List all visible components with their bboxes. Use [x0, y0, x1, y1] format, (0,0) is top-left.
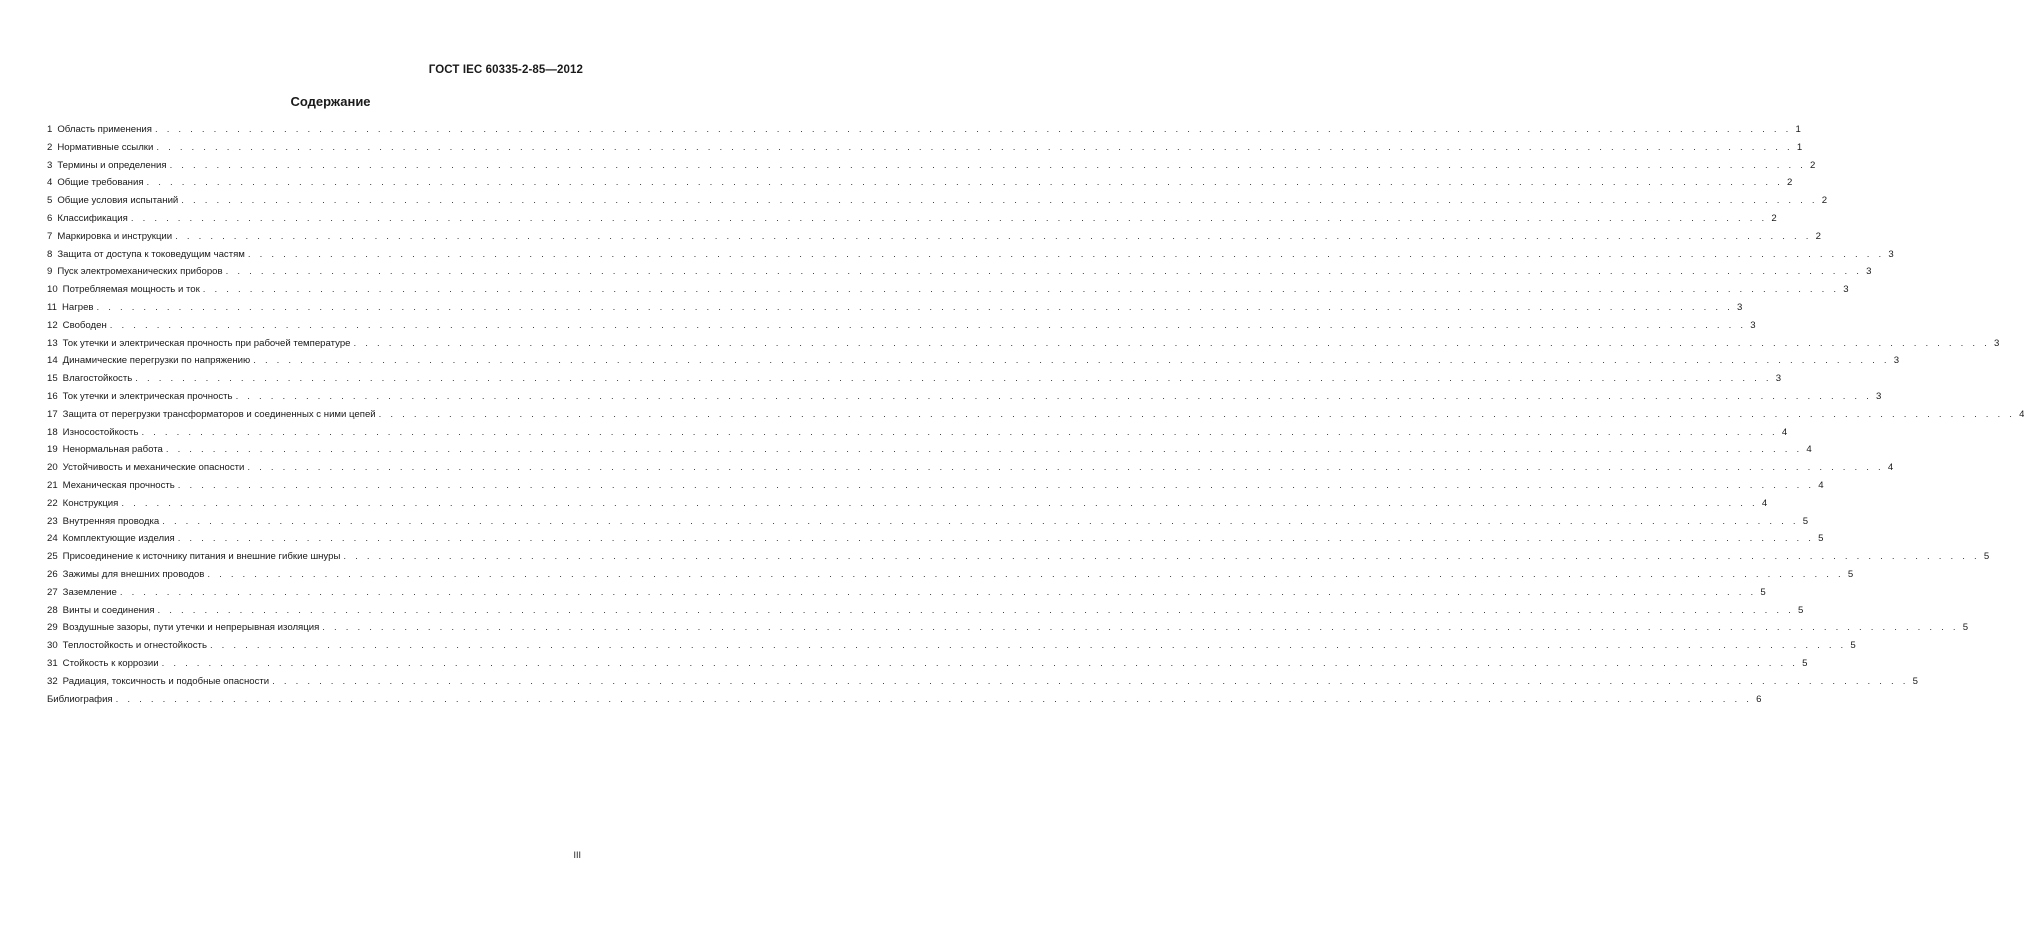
toc-entry-page: 4	[1887, 462, 1894, 474]
toc-entry[interactable]	[47, 637, 1856, 655]
toc-entry-page: 2	[1810, 159, 1816, 171]
toc-entry-page: 2	[1771, 212, 1777, 224]
toc-entry-page: 3	[1888, 248, 1894, 260]
toc-entry-title: Внутренняя проводка	[62, 515, 160, 527]
document-standard-header: ГОСТ IEC 60335-2-85—2012	[428, 64, 583, 76]
toc-entry-title: Износостойкость	[62, 426, 139, 438]
toc-entry-number: 14	[47, 355, 58, 367]
toc-entry[interactable]	[47, 530, 1824, 548]
toc-entry-number: 21	[47, 479, 58, 491]
toc-entry-page: 3	[1736, 301, 1743, 313]
toc-entry-page: 4	[1818, 479, 1824, 491]
toc-entry[interactable]	[47, 406, 2024, 424]
toc-entry-number: 20	[47, 462, 58, 474]
toc-entry[interactable]	[47, 299, 1743, 317]
toc-leader-dots: . . . . . . . . . . . . . . . . . . . . . . . . . . . . . . . . . . . . . . . . . . . . . . . . . . . . . . . . . . . . . . . . . . . . . . . . . . . . . . . . . . . . . . . . . . . . . . . . . . . . . . . . . . . . . . . . . . . . . . . . . . . . . . . . . . . . . . . . . . . .	[169, 159, 1807, 171]
toc-entry-number: 15	[47, 373, 58, 385]
toc-entry[interactable]	[47, 335, 2000, 353]
page-title: Содержание	[290, 94, 371, 109]
toc-leader-dots: . . . . . . . . . . . . . . . . . . . . . . . . . . . . . . . . . . . . . . . . . . . . . . . . . . . . . . . . . . . . . . . . . . . . . . . . . . . . . . . . . . . . . . . . . . . . . . . . . . . . . . . . . . . . . . . . . . . . . . . . . . . . . . . . . . . . . . . . . . . .	[247, 248, 1885, 260]
toc-leader-dots: . . . . . . . . . . . . . . . . . . . . . . . . . . . . . . . . . . . . . . . . . . . . . . . . . . . . . . . . . . . . . . . . . . . . . . . . . . . . . . . . . . . . . . . . . . . . . . . . . . . . . . . . . . . . . . . . . . . . . . . . . . . . . . . . . . . . . . . . . . . .	[157, 604, 1794, 616]
toc-entry-title: Библиография	[47, 693, 113, 705]
toc-entry-number: 30	[47, 640, 58, 652]
toc-entry[interactable]	[47, 424, 1788, 442]
toc-entry-page: 1	[1795, 124, 1801, 135]
toc-entry[interactable]	[47, 352, 1900, 370]
toc-entry-title: Защита от перегрузки трансформаторов и соединенных с ними цепей	[62, 408, 376, 420]
toc-entry[interactable]	[47, 263, 1872, 281]
toc-leader-dots: . . . . . . . . . . . . . . . . . . . . . . . . . . . . . . . . . . . . . . . . . . . . . . . . . . . . . . . . . . . . . . . . . . . . . . . . . . . . . . . . . . . . . . . . . . . . . . . . . . . . . . . . . . . . . . . . . . . . . . . . . . . . . . . . . . . . . . . . . . . .	[154, 124, 1792, 135]
toc-entry[interactable]	[47, 370, 1782, 388]
toc-entry[interactable]	[47, 619, 1969, 637]
toc-entry-page: 4	[1781, 426, 1788, 438]
toc-leader-dots: . . . . . . . . . . . . . . . . . . . . . . . . . . . . . . . . . . . . . . . . . . . . . . . . . . . . . . . . . . . . . . . . . . . . . . . . . . . . . . . . . . . . . . . . . . . . . . . . . . . . . . . . . . . . . . . . . . . . . . . . . . . . . . . . . . . . . . . . . . . .	[141, 426, 1778, 438]
toc-leader-dots: . . . . . . . . . . . . . . . . . . . . . . . . . . . . . . . . . . . . . . . . . . . . . . . . . . . . . . . . . . . . . . . . . . . . . . . . . . . . . . . . . . . . . . . . . . . . . . . . . . . . . . . . . . . . . . . . . . . . . . . . . . . . . . . . . . . . . . . . . . . .	[165, 444, 1803, 456]
toc-entry-title: Комплектующие изделия	[62, 533, 175, 545]
toc-entry-title: Радиация, токсичность и подобные опасности	[62, 675, 270, 687]
toc-entry[interactable]	[47, 317, 1756, 335]
toc-entry-page: 1	[1796, 141, 1803, 153]
toc-entry-title: Защита от доступа к токоведущим частям	[57, 248, 245, 260]
toc-leader-dots: . . . . . . . . . . . . . . . . . . . . . . . . . . . . . . . . . . . . . . . . . . . . . . . . . . . . . . . . . . . . . . . . . . . . . . . . . . . . . . . . . . . . . . . . . . . . . . . . . . . . . . . . . . . . . . . . . . . . . . . . . . . . . . . . . . . . . . . . . . . .	[156, 141, 1793, 153]
toc-entry-page: 4	[1806, 444, 1812, 456]
toc-entry-title: Нагрев	[61, 301, 94, 313]
toc-entry-title: Динамические перегрузки по напряжению	[62, 355, 251, 367]
toc-leader-dots: . . . . . . . . . . . . . . . . . . . . . . . . . . . . . . . . . . . . . . . . . . . . . . . . . . . . . . . . . . . . . . . . . . . . . . . . . . . . . . . . . . . . . . . . . . . . . . . . . . . . . . . . . . . . . . . . . . . . . . . . . . . . . . . . . . . . . . . . . . . .	[161, 657, 1799, 669]
toc-entry-title: Маркировка и инструкции	[57, 230, 173, 242]
toc-entry-number: 4	[47, 177, 53, 189]
toc-leader-dots: . . . . . . . . . . . . . . . . . . . . . . . . . . . . . . . . . . . . . . . . . . . . . . . . . . . . . . . . . . . . . . . . . . . . . . . . . . . . . . . . . . . . . . . . . . . . . . . . . . . . . . . . . . . . . . . . . . . . . . . . . . . . . . . . . . . . . . . . . . . .	[207, 568, 1844, 580]
toc-leader-dots: . . . . . . . . . . . . . . . . . . . . . . . . . . . . . . . . . . . . . . . . . . . . . . . . . . . . . . . . . . . . . . . . . . . . . . . . . . . . . . . . . . . . . . . . . . . . . . . . . . . . . . . . . . . . . . . . . . . . . . . . . . . . . . . . . . . . . . . . . . . .	[121, 497, 1758, 509]
toc-entry[interactable]	[47, 174, 1793, 192]
toc-leader-dots: . . . . . . . . . . . . . . . . . . . . . . . . . . . . . . . . . . . . . . . . . . . . . . . . . . . . . . . . . . . . . . . . . . . . . . . . . . . . . . . . . . . . . . . . . . . . . . . . . . . . . . . . . . . . . . . . . . . . . . . . . . . . . . . . . . . . . . . . . . . .	[177, 533, 1815, 545]
toc-entry-number: 17	[47, 408, 58, 420]
toc-leader-dots: . . . . . . . . . . . . . . . . . . . . . . . . . . . . . . . . . . . . . . . . . . . . . . . . . . . . . . . . . . . . . . . . . . . . . . . . . . . . . . . . . . . . . . . . . . . . . . . . . . . . . . . . . . . . . . . . . . . . . . . . . . . . . . . . . . . . . . . . . . . .	[353, 337, 1990, 349]
toc-entry-page: 5	[1962, 622, 1969, 634]
toc-entry-number: 1	[47, 124, 53, 135]
toc-entry-number: 3	[47, 159, 53, 171]
toc-entry[interactable]	[47, 691, 1762, 709]
toc-entry-number: 32	[47, 675, 58, 687]
toc-entry-number: 29	[47, 622, 58, 634]
toc-entry-title: Область применения	[57, 124, 152, 135]
toc-entry-number: 9	[47, 266, 53, 278]
toc-entry-page: 4	[1761, 497, 1768, 509]
toc-entry-page: 6	[1756, 693, 1762, 705]
toc-entry-title: Зажимы для внешних проводов	[62, 568, 205, 580]
toc-entry-page: 3	[1843, 284, 1849, 296]
toc-entry[interactable]	[47, 281, 1849, 299]
toc-entry-title: Присоединение к источнику питания и внешние гибкие шнуры	[62, 551, 341, 563]
toc-leader-dots: . . . . . . . . . . . . . . . . . . . . . . . . . . . . . . . . . . . . . . . . . . . . . . . . . . . . . . . . . . . . . . . . . . . . . . . . . . . . . . . . . . . . . . . . . . . . . . . . . . . . . . . . . . . . . . . . . . . . . . . . . . . . . . . . . . . . . . . . . . . .	[146, 177, 1783, 189]
toc-entry-page: 5	[1850, 640, 1856, 652]
toc-entry-page: 3	[1750, 319, 1756, 331]
toc-entry[interactable]	[47, 192, 1828, 210]
toc-entry[interactable]	[47, 459, 1894, 477]
toc-entry-title: Влагостойкость	[62, 373, 133, 385]
toc-entry-title: Нормативные ссылки	[57, 141, 154, 153]
toc-entry-page: 5	[1760, 586, 1766, 598]
toc-entry-page: 5	[1983, 551, 1990, 563]
toc-entry[interactable]	[47, 246, 1894, 264]
toc-entry[interactable]	[47, 548, 1990, 566]
toc-entry-title: Классификация	[57, 212, 128, 224]
toc-entry-title: Свободен	[62, 319, 107, 331]
toc-entry[interactable]	[47, 210, 1777, 228]
toc-entry-number: 5	[47, 195, 53, 207]
toc-entry-page: 4	[2019, 408, 2024, 420]
toc-entry[interactable]	[47, 566, 1854, 584]
toc-entry-title: Механическая прочность	[62, 479, 175, 491]
toc-entry-number: 23	[47, 515, 58, 527]
toc-entry-number: 12	[47, 319, 58, 331]
toc-leader-dots: . . . . . . . . . . . . . . . . . . . . . . . . . . . . . . . . . . . . . . . . . . . . . . . . . . . . . . . . . . . . . . . . . . . . . . . . . . . . . . . . . . . . . . . . . . . . . . . . . . . . . . . . . . . . . . . . . . . . . . . . . . . . . . . . . . . . . . . . . . . .	[253, 355, 1890, 367]
toc-entry-number: 27	[47, 586, 58, 598]
toc-entry-title: Ток утечки и электрическая прочность при рабочей температуре	[62, 337, 351, 349]
toc-entry-page: 5	[1912, 675, 1918, 687]
toc-leader-dots: . . . . . . . . . . . . . . . . . . . . . . . . . . . . . . . . . . . . . . . . . . . . . . . . . . . . . . . . . . . . . . . . . . . . . . . . . . . . . . . . . . . . . . . . . . . . . . . . . . . . . . . . . . . . . . . . . . . . . . . . . . . . . . . . . . . . . . . . . . . .	[209, 640, 1847, 652]
toc-entry[interactable]	[47, 121, 1801, 139]
toc-entry-page: 2	[1815, 230, 1821, 242]
toc-leader-dots: . . . . . . . . . . . . . . . . . . . . . . . . . . . . . . . . . . . . . . . . . . . . . . . . . . . . . . . . . . . . . . . . . . . . . . . . . . . . . . . . . . . . . . . . . . . . . . . . . . . . . . . . . . . . . . . . . . . . . . . . . . . . . . . . . . . . . . . . . . . .	[272, 675, 1909, 687]
toc-entry-title: Устойчивость и механические опасности	[62, 462, 245, 474]
toc-leader-dots: . . . . . . . . . . . . . . . . . . . . . . . . . . . . . . . . . . . . . . . . . . . . . . . . . . . . . . . . . . . . . . . . . . . . . . . . . . . . . . . . . . . . . . . . . . . . . . . . . . . . . . . . . . . . . . . . . . . . . . . . . . . . . . . . . . . . . . . . . . . .	[181, 195, 1818, 207]
toc-entry-page: 2	[1821, 195, 1828, 207]
toc-entry-number: 6	[47, 212, 53, 224]
toc-entry[interactable]	[47, 655, 1808, 673]
toc-leader-dots: . . . . . . . . . . . . . . . . . . . . . . . . . . . . . . . . . . . . . . . . . . . . . . . . . . . . . . . . . . . . . . . . . . . . . . . . . . . . . . . . . . . . . . . . . . . . . . . . . . . . . . . . . . . . . . . . . . . . . . . . . . . . . . . . . . . . . . . . . . . .	[109, 319, 1747, 331]
toc-entry[interactable]	[47, 495, 1768, 513]
toc-leader-dots: . . . . . . . . . . . . . . . . . . . . . . . . . . . . . . . . . . . . . . . . . . . . . . . . . . . . . . . . . . . . . . . . . . . . . . . . . . . . . . . . . . . . . . . . . . . . . . . . . . . . . . . . . . . . . . . . . . . . . . . . . . . . . . . . . . . . . . . . . . . .	[115, 693, 1753, 705]
toc-leader-dots: . . . . . . . . . . . . . . . . . . . . . . . . . . . . . . . . . . . . . . . . . . . . . . . . . . . . . . . . . . . . . . . . . . . . . . . . . . . . . . . . . . . . . . . . . . . . . . . . . . . . . . . . . . . . . . . . . . . . . . . . . . . . . . . . . . . . . . . . . . . .	[235, 390, 1873, 402]
toc-entry-number: 7	[47, 230, 53, 242]
toc-entry-number: 28	[47, 604, 58, 616]
table-of-contents	[47, 121, 2024, 708]
toc-leader-dots: . . . . . . . . . . . . . . . . . . . . . . . . . . . . . . . . . . . . . . . . . . . . . . . . . . . . . . . . . . . . . . . . . . . . . . . . . . . . . . . . . . . . . . . . . . . . . . . . . . . . . . . . . . . . . . . . . . . . . . . . . . . . . . . . . . . . . . . . . . . .	[175, 230, 1812, 242]
toc-entry-title: Заземление	[62, 586, 117, 598]
toc-entry-title: Общие условия испытаний	[57, 195, 179, 207]
toc-leader-dots: . . . . . . . . . . . . . . . . . . . . . . . . . . . . . . . . . . . . . . . . . . . . . . . . . . . . . . . . . . . . . . . . . . . . . . . . . . . . . . . . . . . . . . . . . . . . . . . . . . . . . . . . . . . . . . . . . . . . . . . . . . . . . . . . . . . . . . . . . . . .	[322, 622, 1959, 634]
toc-entry-page: 3	[1775, 373, 1782, 385]
toc-entry-page: 3	[1993, 337, 2000, 349]
toc-entry-number: 31	[47, 657, 58, 669]
toc-entry-page: 5	[1802, 515, 1809, 527]
toc-entry-number: 22	[47, 497, 58, 509]
toc-entry-number: 26	[47, 568, 58, 580]
toc-entry-title: Воздушные зазоры, пути утечки и непрерывная изоляция	[62, 622, 320, 634]
toc-entry-page: 5	[1847, 568, 1854, 580]
toc-leader-dots: . . . . . . . . . . . . . . . . . . . . . . . . . . . . . . . . . . . . . . . . . . . . . . . . . . . . . . . . . . . . . . . . . . . . . . . . . . . . . . . . . . . . . . . . . . . . . . . . . . . . . . . . . . . . . . . . . . . . . . . . . . . . . . . . . . . . . . . . . . . .	[378, 408, 2016, 420]
toc-entry-page: 3	[1876, 390, 1882, 402]
toc-entry-number: 19	[47, 444, 58, 456]
toc-leader-dots: . . . . . . . . . . . . . . . . . . . . . . . . . . . . . . . . . . . . . . . . . . . . . . . . . . . . . . . . . . . . . . . . . . . . . . . . . . . . . . . . . . . . . . . . . . . . . . . . . . . . . . . . . . . . . . . . . . . . . . . . . . . . . . . . . . . . . . . . . . . .	[162, 515, 1799, 527]
toc-leader-dots: . . . . . . . . . . . . . . . . . . . . . . . . . . . . . . . . . . . . . . . . . . . . . . . . . . . . . . . . . . . . . . . . . . . . . . . . . . . . . . . . . . . . . . . . . . . . . . . . . . . . . . . . . . . . . . . . . . . . . . . . . . . . . . . . . . . . . . . . . . . .	[177, 479, 1815, 491]
toc-entry-page: 5	[1802, 657, 1808, 669]
toc-entry-number: 25	[47, 551, 58, 563]
toc-entry-title: Общие требования	[57, 177, 144, 189]
toc-entry-title: Конструкция	[62, 497, 119, 509]
toc-leader-dots: . . . . . . . . . . . . . . . . . . . . . . . . . . . . . . . . . . . . . . . . . . . . . . . . . . . . . . . . . . . . . . . . . . . . . . . . . . . . . . . . . . . . . . . . . . . . . . . . . . . . . . . . . . . . . . . . . . . . . . . . . . . . . . . . . . . . . . . . . . . .	[119, 586, 1757, 598]
toc-entry-number: 13	[47, 337, 58, 349]
toc-entry-title: Пуск электромеханических приборов	[57, 266, 223, 278]
toc-entry-page: 5	[1797, 604, 1804, 616]
toc-entry[interactable]	[47, 513, 1809, 531]
toc-entry-number: 8	[47, 248, 53, 260]
toc-entry-title: Ток утечки и электрическая прочность	[62, 390, 233, 402]
toc-entry[interactable]	[47, 584, 1766, 602]
page-number: III	[573, 850, 581, 860]
toc-entry-number: 18	[47, 426, 58, 438]
toc-entry-title: Потребляемая мощность и ток	[62, 284, 200, 296]
toc-entry-number: 10	[47, 284, 58, 296]
toc-leader-dots: . . . . . . . . . . . . . . . . . . . . . . . . . . . . . . . . . . . . . . . . . . . . . . . . . . . . . . . . . . . . . . . . . . . . . . . . . . . . . . . . . . . . . . . . . . . . . . . . . . . . . . . . . . . . . . . . . . . . . . . . . . . . . . . . . . . . . . . . . . . .	[343, 551, 1980, 563]
toc-entry-page: 3	[1893, 355, 1900, 367]
toc-entry-title: Теплостойкость и огнестойкость	[62, 640, 207, 652]
toc-entry-page: 2	[1787, 177, 1793, 189]
toc-leader-dots: . . . . . . . . . . . . . . . . . . . . . . . . . . . . . . . . . . . . . . . . . . . . . . . . . . . . . . . . . . . . . . . . . . . . . . . . . . . . . . . . . . . . . . . . . . . . . . . . . . . . . . . . . . . . . . . . . . . . . . . . . . . . . . . . . . . . . . . . . . . .	[225, 266, 1863, 278]
toc-entry-title: Термины и определения	[57, 159, 167, 171]
toc-entry[interactable]	[47, 139, 1803, 157]
toc-entry-title: Стойкость к коррозии	[62, 657, 159, 669]
toc-entry-page: 3	[1866, 266, 1872, 278]
toc-entry[interactable]	[47, 673, 1918, 691]
toc-entry[interactable]	[47, 228, 1821, 246]
toc-entry[interactable]	[47, 477, 1824, 495]
toc-entry-number: 24	[47, 533, 58, 545]
toc-leader-dots: . . . . . . . . . . . . . . . . . . . . . . . . . . . . . . . . . . . . . . . . . . . . . . . . . . . . . . . . . . . . . . . . . . . . . . . . . . . . . . . . . . . . . . . . . . . . . . . . . . . . . . . . . . . . . . . . . . . . . . . . . . . . . . . . . . . . . . . . . . . .	[247, 462, 1884, 474]
toc-entry-title: Ненормальная работа	[62, 444, 163, 456]
toc-leader-dots: . . . . . . . . . . . . . . . . . . . . . . . . . . . . . . . . . . . . . . . . . . . . . . . . . . . . . . . . . . . . . . . . . . . . . . . . . . . . . . . . . . . . . . . . . . . . . . . . . . . . . . . . . . . . . . . . . . . . . . . . . . . . . . . . . . . . . . . . . . . .	[130, 212, 1768, 224]
toc-entry-number: 11	[47, 301, 57, 313]
toc-leader-dots: . . . . . . . . . . . . . . . . . . . . . . . . . . . . . . . . . . . . . . . . . . . . . . . . . . . . . . . . . . . . . . . . . . . . . . . . . . . . . . . . . . . . . . . . . . . . . . . . . . . . . . . . . . . . . . . . . . . . . . . . . . . . . . . . . . . . . . . . . . . .	[135, 373, 1772, 385]
toc-entry-page: 5	[1818, 533, 1824, 545]
toc-leader-dots: . . . . . . . . . . . . . . . . . . . . . . . . . . . . . . . . . . . . . . . . . . . . . . . . . . . . . . . . . . . . . . . . . . . . . . . . . . . . . . . . . . . . . . . . . . . . . . . . . . . . . . . . . . . . . . . . . . . . . . . . . . . . . . . . . . . . . . . . . . . .	[202, 284, 1840, 296]
toc-leader-dots: . . . . . . . . . . . . . . . . . . . . . . . . . . . . . . . . . . . . . . . . . . . . . . . . . . . . . . . . . . . . . . . . . . . . . . . . . . . . . . . . . . . . . . . . . . . . . . . . . . . . . . . . . . . . . . . . . . . . . . . . . . . . . . . . . . . . . . . . . . . .	[96, 301, 1733, 313]
toc-entry[interactable]	[47, 388, 1882, 406]
toc-entry-number: 16	[47, 390, 58, 402]
toc-entry[interactable]	[47, 157, 1816, 175]
toc-entry[interactable]	[47, 602, 1804, 620]
toc-entry[interactable]	[47, 441, 1812, 459]
toc-entry-number: 2	[47, 141, 53, 153]
toc-entry-title: Винты и соединения	[62, 604, 155, 616]
